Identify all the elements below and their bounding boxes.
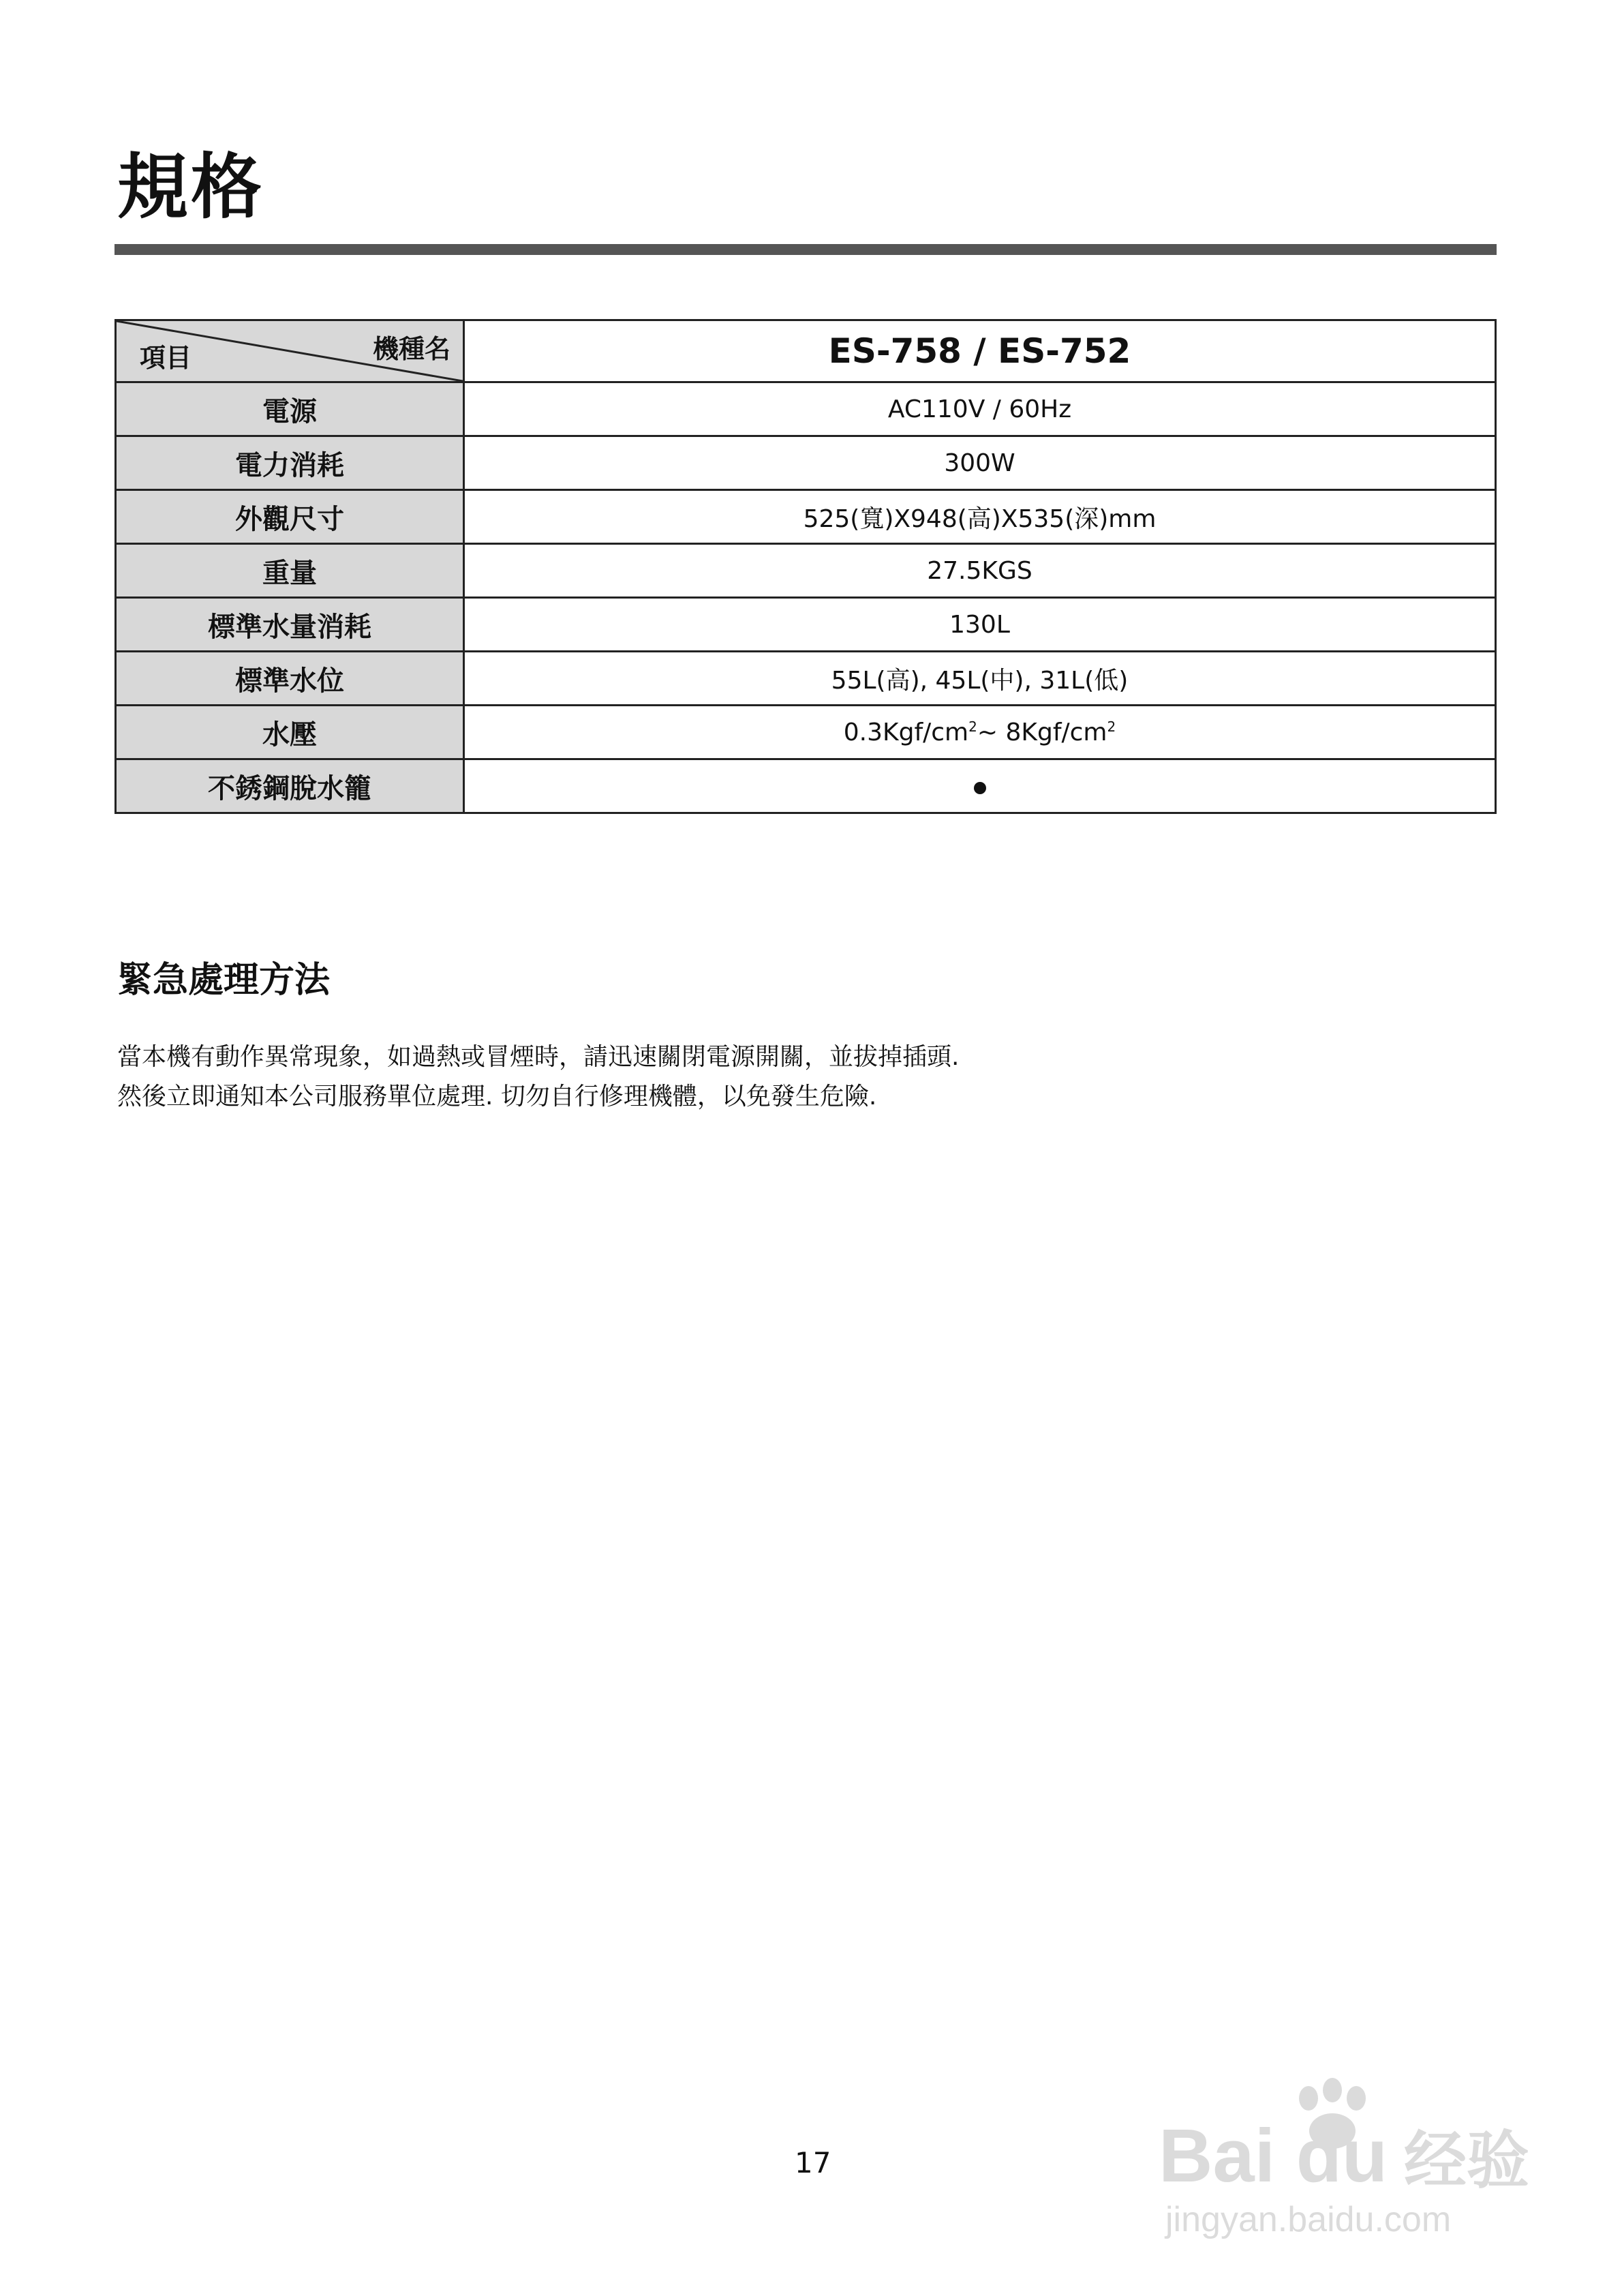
body-text — [117, 1038, 1412, 1117]
row-value: 27.5KGS — [464, 544, 1496, 598]
watermark — [1159, 2078, 1540, 2239]
spec-table-header-row — [116, 320, 1496, 382]
row-label: 標準水位 — [116, 652, 464, 706]
row-label: 標準水量消耗 — [116, 598, 464, 652]
row-value: 300W — [464, 436, 1496, 490]
paragraph-line: 當本機有動作異常現象，如過熱或冒煙時，請迅速關閉電源開關，並拔掉插頭. — [117, 1043, 960, 1071]
table-row — [116, 544, 1496, 598]
row-value: 525(寬)X948(高)X535(深)mm — [464, 490, 1496, 544]
watermark-brand: Bai du — [1159, 2114, 1388, 2198]
table-row — [116, 436, 1496, 490]
model-name: ES-758 / ES-752 — [464, 320, 1496, 382]
table-row — [116, 490, 1496, 544]
row-value: AC110V / 60Hz — [464, 382, 1496, 436]
page-number: 17 — [795, 2146, 831, 2179]
superscript: 2 — [968, 718, 977, 735]
section-title: 緊急處理方法 — [117, 960, 331, 1001]
spec-table — [114, 319, 1497, 814]
title-divider — [114, 244, 1497, 255]
table-row — [116, 382, 1496, 436]
table-row — [116, 706, 1496, 759]
row-value: 55L(高), 45L(中), 31L(低) — [464, 652, 1496, 706]
superscript: 2 — [1107, 718, 1116, 735]
table-row — [116, 598, 1496, 652]
watermark-url: jingyan.baidu.com — [1165, 2200, 1452, 2239]
table-row — [116, 759, 1496, 813]
table-row — [116, 652, 1496, 706]
row-label: 外觀尺寸 — [116, 490, 464, 544]
pressure-max: ~ 8Kgf/cm — [977, 718, 1107, 746]
row-value: 130L — [464, 598, 1496, 652]
row-value — [464, 706, 1496, 759]
header-model-label: 機種名 — [372, 334, 450, 364]
row-label: 電源 — [116, 382, 464, 436]
pressure-min: 0.3Kgf/cm — [843, 718, 969, 746]
row-label: 電力消耗 — [116, 436, 464, 490]
paragraph-line: 然後立即通知本公司服務單位處理. 切勿自行修理機體，以免發生危險. — [117, 1083, 877, 1111]
header-item-label: 項目 — [140, 343, 192, 373]
watermark-brand-cn: 经验 — [1404, 2124, 1530, 2197]
row-label: 重量 — [116, 544, 464, 598]
row-label: 不銹鋼脫水籠 — [116, 759, 464, 813]
page-title: 規格 — [117, 145, 265, 228]
spec-table-corner-cell — [116, 320, 464, 382]
row-value — [464, 759, 1496, 813]
bullet-icon — [974, 782, 986, 794]
row-label: 水壓 — [116, 706, 464, 759]
